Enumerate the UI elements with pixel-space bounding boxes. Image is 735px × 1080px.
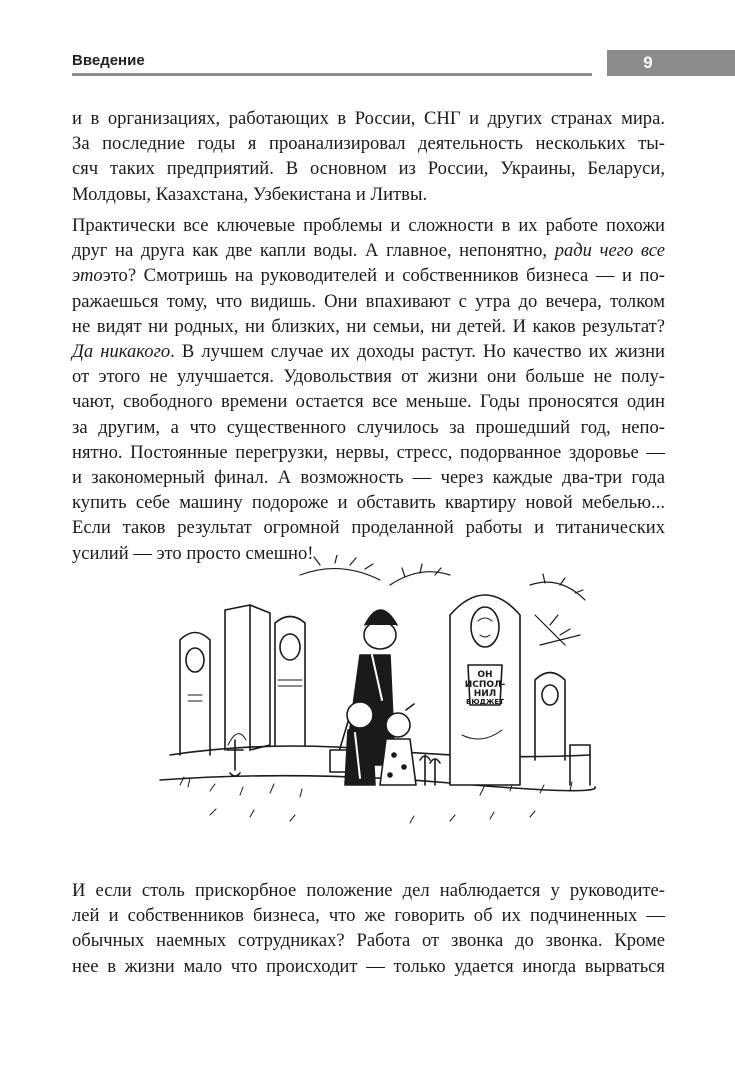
text-line: нее в жизни мало что происходит — только удается иногда вырваться — [72, 955, 665, 977]
text-line: нятно. Постоянные перегрузки, нервы, стресс, подорванное здоровье — — [72, 441, 665, 463]
pine-branches — [300, 555, 585, 645]
text-line: И если столь прискорбное положение дел наблюдается у руководите- — [72, 880, 665, 901]
text-line: чают, свободного времени остается все меньше. Годы проносятся один — [72, 391, 665, 413]
text-line: от этого не улучшается. Удовольствия от жизни они больше не полу- — [72, 366, 665, 388]
running-header — [72, 50, 735, 77]
header-rule — [72, 73, 592, 76]
italic-phrase: это — [72, 265, 103, 287]
tombstone-left — [180, 633, 210, 756]
paragraph-3 — [72, 878, 665, 979]
inscription-line-2: ИСПОЛ- — [464, 680, 506, 690]
text-line — [72, 339, 665, 364]
italic-phrase: ради чего все — [554, 240, 665, 262]
tombstone-tall — [225, 605, 250, 750]
paragraph-1 — [72, 106, 665, 207]
text-fragment: . В лучшем случае их доходы растут. Но качество их жизни — [170, 341, 665, 363]
text-line: ражаешься тому, что видишь. Они впахивают с утра до вечера, толком — [72, 290, 665, 312]
cemetery-cartoon-illustration — [150, 555, 600, 845]
grave-cross — [227, 740, 243, 770]
text-line: Если таков результат огромной проделанной работы и титанических — [72, 517, 665, 539]
section-title: Введение — [72, 52, 145, 69]
portrait-oval — [186, 648, 204, 672]
text-line: и в организациях, работающих в России, СНГ и других странах мира. — [72, 108, 665, 129]
text-line: усилий — это просто смешно! — [72, 542, 314, 564]
text-line: Практически все ключевые проблемы и сложности в их работе похожи — [72, 215, 665, 236]
inscription-line-1: ОН — [477, 670, 493, 680]
italic-phrase: Да никакого — [72, 341, 171, 363]
page-number: 9 — [643, 53, 653, 72]
tombstone-middle — [275, 617, 305, 746]
page-number-tab — [607, 50, 735, 76]
text-line — [72, 263, 665, 288]
inscription-line-4: БЮДЖЕТ — [466, 698, 504, 706]
ground-line — [160, 776, 595, 791]
text-line: Молдовы, Казахстана, Узбекистана и Литвы. — [72, 183, 428, 205]
text-fragment: друг на друга как две капли воды. А главное, непонятно, — [72, 240, 555, 262]
text-line: и закономерный финал. А возможность — через каждые два-три года — [72, 467, 665, 489]
text-line: не видят ни родных, ни близких, ни семьи, ни детей. И каков результат? — [72, 315, 665, 337]
text-line: обычных наемных сотрудниках? Работа от звонка до звонка. Кроме — [72, 930, 665, 952]
text-line — [72, 238, 665, 263]
text-line: купить себе машину подороже и обставить квартиру новой мебелью... — [72, 492, 665, 514]
boy-figure — [345, 702, 375, 785]
paragraph-2 — [72, 213, 665, 566]
text-line: лей и собственников бизнеса, что же говорить об их подчиненных — — [72, 905, 665, 927]
inscription-line-3: НИЛ — [473, 689, 497, 699]
text-line: сяч таких предприятий. В основном из России, Украины, Беларуси, — [72, 158, 665, 180]
text-line: За последние годы я проанализировал деятельность нескольких ты- — [72, 133, 665, 155]
text-line: за другим, а что существенного случилось за прошедший год, непо- — [72, 416, 665, 438]
text-fragment: это? Смотришь на руководителей и собственников бизнеса — и по- — [102, 265, 665, 287]
